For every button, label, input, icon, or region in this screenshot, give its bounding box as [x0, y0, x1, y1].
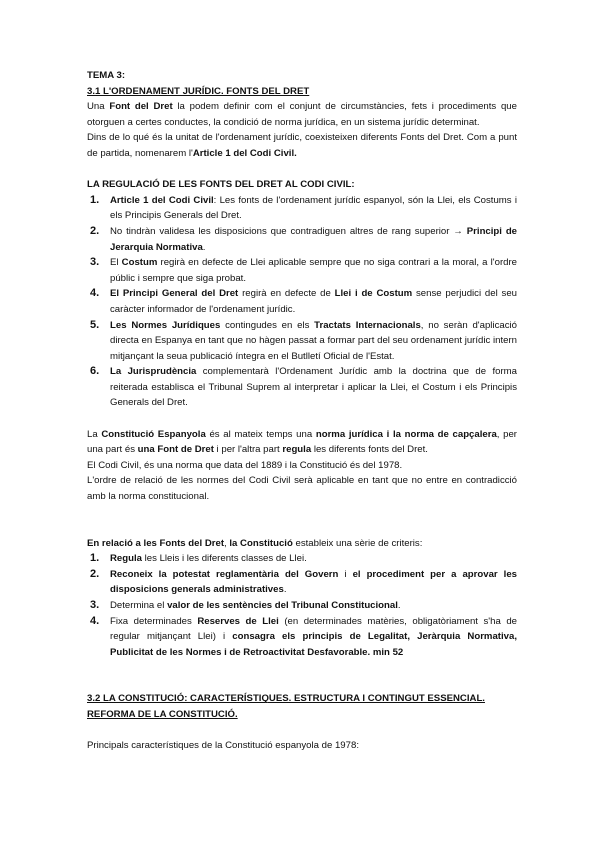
text-run: regirà en defecte de Llei aplicable sempre que no siga contrari a la moral, a l'ordre públic i sempre que siga probat.: [110, 257, 518, 284]
list-item: [87, 224, 517, 255]
list-item: [87, 318, 517, 365]
regulacio-list: [87, 193, 517, 411]
text-run-bold: Font del Dret: [109, 101, 173, 113]
text-run: les Lleis i les diferents classes de Llei.: [142, 553, 307, 565]
item-number: 3.: [90, 256, 100, 269]
item-number: 2.: [90, 567, 100, 580]
list-item: [87, 614, 517, 661]
item-number: 4.: [90, 614, 100, 627]
text-run-bold: regula: [282, 444, 312, 456]
item-number: 1.: [90, 193, 100, 206]
text-run-bold: Constitució Espanyola: [101, 428, 206, 440]
text-run: .: [283, 584, 287, 596]
text-run-bold: norma jurídica i la norma de capçalera: [315, 428, 497, 440]
codi-civil-line: El Codi Civil, és una norma que data del 1889 i la Constitució és del 1978.: [87, 459, 403, 471]
text-run-bold: La Jurisprudència: [110, 366, 197, 378]
text-run: El: [110, 257, 122, 269]
text-run: , per una part és: [87, 428, 518, 456]
list-item: [87, 364, 517, 411]
list-item: [87, 193, 517, 224]
text-run-bold: Article 1 del Codi Civil.: [192, 147, 297, 159]
regulacio-heading: LA REGULACIÓ DE LES FONTS DEL DRET AL CODI CIVIL:: [87, 179, 355, 191]
constitucio-paragraph: [87, 427, 517, 458]
list-item: [87, 551, 517, 567]
text-run-bold: Tractats Internacionals: [314, 319, 421, 331]
text-run-bold: Llei i de Costum: [334, 288, 413, 300]
ordre-relacio-line: L'ordre de relació de les normes del Codi Civil serà aplicable en tant que no entre en contradicció amb la norma constitucional.: [87, 475, 517, 503]
text-run: la podem definir com el conjunt de circumstàncies, fets i procediments que otorguen a certes conductes, la condició de norma jurídica, en un sistema jurídic determinat.: [87, 101, 517, 128]
text-run-bold: Article 1 del Codi Civil: [110, 194, 214, 206]
section-2-heading: 3.2 LA CONSTITUCIÓ: CARACTERÍSTIQUES. ESTRUCTURA I CONTINGUT ESSENCIAL. REFORMA DE LA CONSTITUCIÓ.: [87, 693, 485, 720]
text-run: i: [338, 568, 353, 580]
text-run-bold: Costum: [121, 257, 158, 269]
text-run-bold: Reconeix la potestat reglamentària del Govern: [110, 568, 339, 580]
item-number: 1.: [90, 552, 100, 565]
text-run: , no seràn d'aplicació directa en Espanya en tant que no hàgen passat a formar part del seu ordenament jurídic intern mitjançant la seua publicació íntegra en el Butlletí Oficial de l'Estat.: [110, 319, 517, 362]
text-run-bold: Principi de Jerarquia Normativa: [110, 225, 518, 253]
text-run: contingudes en els: [220, 319, 315, 331]
text-run: (en determinades matèries, obligatòriament s'ha de regular mitjançant Llei) i: [110, 615, 517, 643]
text-run-bold: Les Normes Jurídiques: [110, 319, 221, 331]
text-run-bold: En relació a les Fonts del Dret: [87, 537, 225, 549]
text-run: .: [397, 600, 401, 611]
text-run-bold: Reserves de Llei: [197, 615, 279, 627]
text-run: complementarà l'Ordenament Jurídic amb la doctrina que de forma reiterada establisca el Tribunal Suprem al interpretar i aplicar la Llei, el Costum i els Principis Generals del Dret.: [110, 366, 518, 409]
item-number: 3.: [90, 599, 100, 611]
item-number: 4.: [90, 287, 100, 300]
item-number: 2.: [90, 224, 100, 237]
text-run: No tindràn validesa les disposicions que contradiguen altres de rang superior →: [110, 225, 467, 237]
text-run: Dins de lo qué és la unitat de l'ordenament jurídic, coexisteixen diferents Fonts del Dret. Com a punt de partida, nomenarem l': [87, 132, 517, 159]
text-run: La: [87, 428, 102, 440]
topic-title: TEMA 3:: [87, 70, 126, 81]
item-number: 5.: [90, 318, 100, 331]
intro-paragraph-1: [87, 99, 517, 130]
text-run-bold: El Principi General del Dret: [110, 288, 239, 300]
text-run-bold: valor de les sentències del Tribunal Constitucional: [167, 600, 398, 611]
list-item: [87, 255, 517, 286]
text-run: Una: [87, 101, 110, 113]
text-run: és al mateix temps una: [205, 428, 316, 440]
intro-paragraph-2: [87, 130, 517, 161]
section-1-heading: 3.1 L'ORDENAMENT JURÍDIC. FONTS DEL DRET: [87, 85, 310, 97]
text-run: estableix una sèrie de criteris:: [292, 537, 423, 549]
text-run-bold: Regula: [110, 553, 142, 565]
item-number: 6.: [90, 365, 100, 378]
text-run: les diferents fonts del Dret.: [311, 444, 428, 456]
text-run: .: [202, 241, 206, 253]
criteris-intro: [87, 536, 517, 552]
criteris-list: [87, 551, 517, 660]
text-run: regirà en defecte de: [238, 288, 335, 300]
list-item: [87, 567, 517, 598]
text-run: ,: [224, 537, 230, 549]
text-run: i per l'altra part: [213, 444, 283, 456]
text-run: : Les fonts de l'ordenament jurídic espanyol, són la Llei, els Costums i els Principis Generals del Dret.: [110, 194, 517, 222]
text-run-bold: la Constitució: [229, 537, 293, 549]
text-run-bold: una Font de Dret: [137, 444, 214, 456]
list-item: [87, 286, 517, 317]
text-run: sense perjudici del seu caràcter informador de l'ordenament jurídic.: [110, 288, 517, 315]
closing-line: Principals característiques de la Constitució espanyola de 1978:: [87, 740, 359, 752]
list-item: [87, 598, 517, 614]
text-run: Fixa determinades: [110, 615, 198, 627]
text-run: Determina el: [110, 600, 168, 611]
text-run-bold: el procediment per a aprovar les disposicions generals administratives: [110, 568, 517, 596]
text-run-bold: consagra els principis de Legalitat, Jeràrquia Normativa, Publicitat de les Normes i de Retroactivitat Desfavorable. min 52: [110, 631, 517, 658]
document-page: [87, 68, 517, 754]
